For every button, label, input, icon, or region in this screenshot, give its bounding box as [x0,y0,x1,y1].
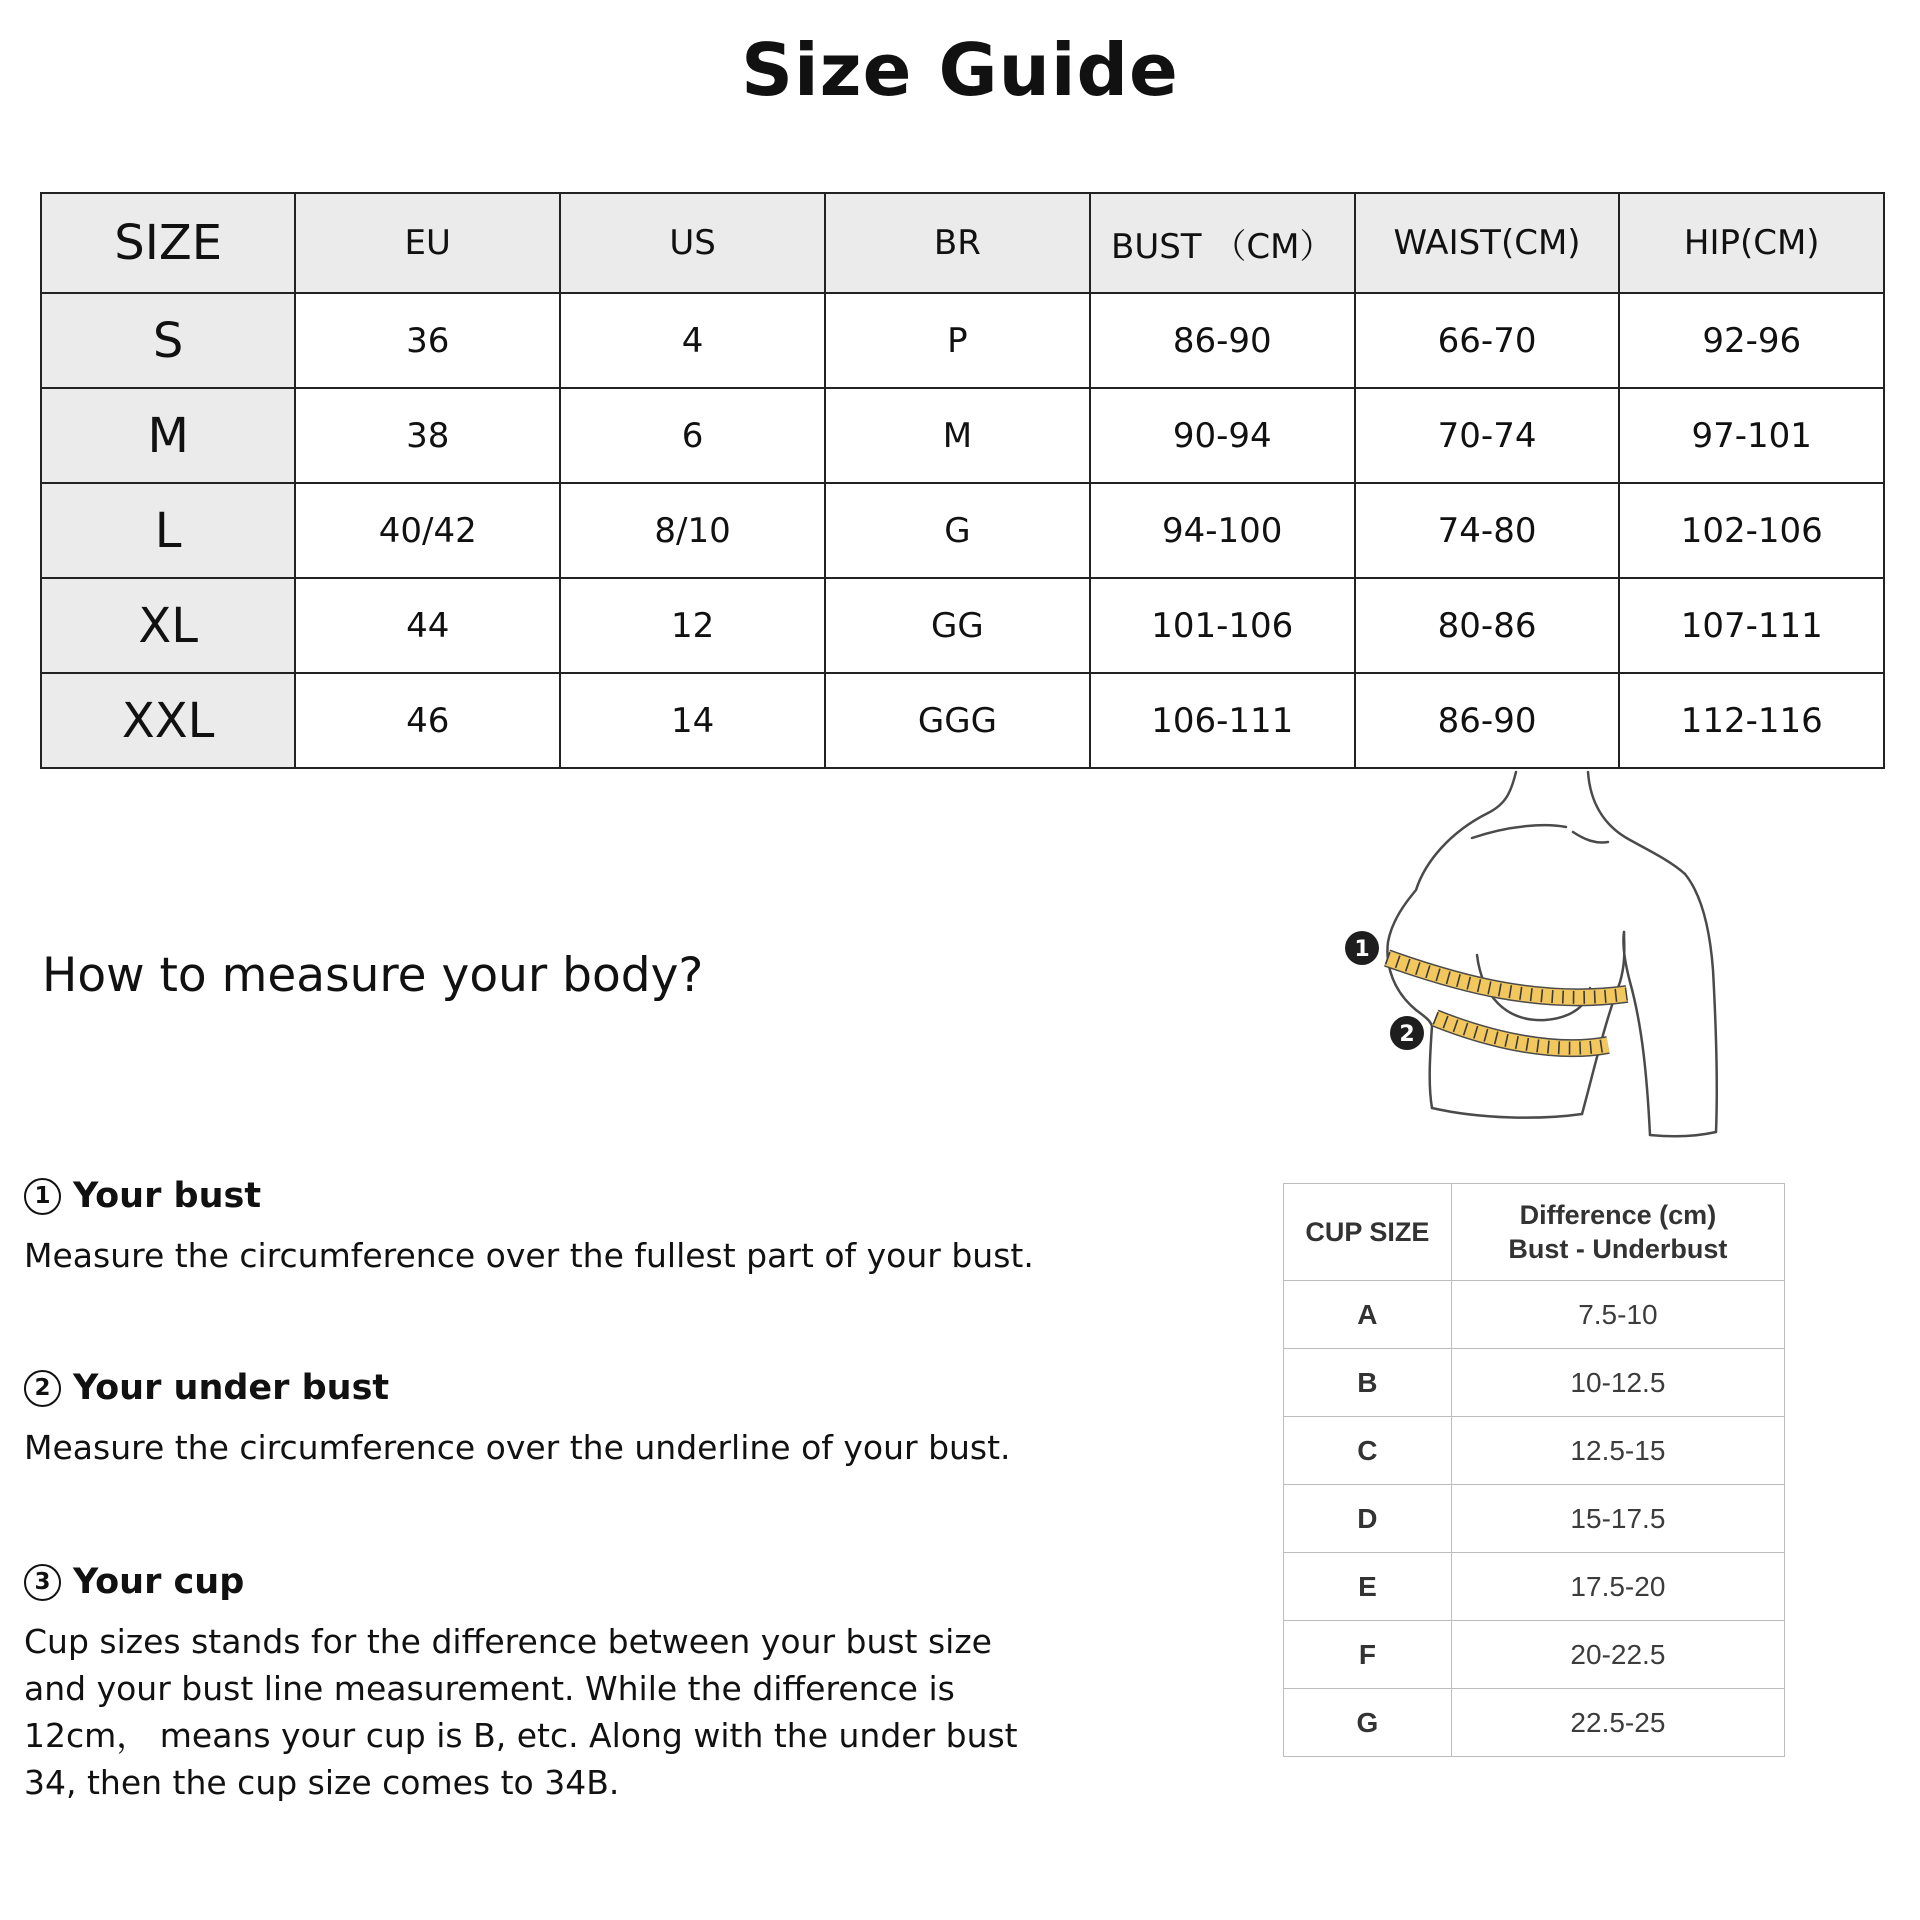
table-row [1284,1349,1785,1417]
table-row [41,673,1884,768]
step-title-text: Your cup [73,1562,245,1602]
table-row [1284,1621,1785,1689]
cup-difference: 20-22.5 [1451,1621,1784,1689]
br-value: G [825,483,1090,578]
hip-value: 102-106 [1619,483,1884,578]
badge-1-icon [1345,931,1379,965]
waist-value: 74-80 [1355,483,1620,578]
cup-letter: G [1284,1689,1452,1757]
size-label: M [41,388,295,483]
bust-value: 101-106 [1090,578,1355,673]
col-header-hip: HIP(CM) [1619,193,1884,293]
eu-value: 38 [295,388,560,483]
cup-letter: D [1284,1485,1452,1553]
step-title-text: Your bust [73,1176,262,1216]
hip-value: 112-116 [1619,673,1884,768]
step-your-bust [24,1176,1084,1279]
bust-value: 90-94 [1090,388,1355,483]
circled-number-2-icon: 2 [24,1370,61,1407]
body-outline [1387,772,1716,1136]
step-title-text: Your under bust [73,1368,390,1408]
page-title: Size Guide [741,28,1179,112]
size-conversion-table [40,192,1885,769]
us-value: 12 [560,578,825,673]
col-header-eu: EU [295,193,560,293]
step-description: Cup sizes stands for the difference between your bust size and your bust line measurement. While the difference is 12cm， means your cup is B, etc. Along with the under bust 34, then the cup size comes to 34B. [24,1622,1018,1802]
size-label: XXL [41,673,295,768]
table-row [1284,1281,1785,1349]
circled-number-3-icon: 3 [24,1564,61,1601]
step-title [24,1562,1084,1602]
svg-text:1: 1 [1354,937,1370,962]
waist-value: 70-74 [1355,388,1620,483]
difference-line1: Difference (cm) [1519,1200,1717,1230]
bust-measurement-illustration [1330,770,1792,1180]
cup-letter: F [1284,1621,1452,1689]
badge-2-icon [1390,1016,1424,1050]
size-label: L [41,483,295,578]
step-description: Measure the circumference over the underline of your bust. [24,1428,1011,1467]
cup-difference: 22.5-25 [1451,1689,1784,1757]
measure-heading: How to measure your body? [42,948,704,1003]
br-value: M [825,388,1090,483]
bust-tape [1387,958,1627,997]
step-description: Measure the circumference over the fullest part of your bust. [24,1236,1034,1275]
col-header-us: US [560,193,825,293]
step-title [24,1176,1084,1216]
table-row [1284,1485,1785,1553]
size-table-header-row [41,193,1884,293]
col-header-cup-size: CUP SIZE [1284,1184,1452,1281]
cup-size-table [1283,1183,1785,1757]
cup-difference: 15-17.5 [1451,1485,1784,1553]
cup-difference: 12.5-15 [1451,1417,1784,1485]
difference-line2: Bust - Underbust [1508,1234,1728,1264]
table-row [41,578,1884,673]
table-row [1284,1553,1785,1621]
us-value: 4 [560,293,825,388]
table-row [1284,1689,1785,1757]
bust-value: 86-90 [1090,293,1355,388]
cup-difference: 7.5-10 [1451,1281,1784,1349]
br-value: GG [825,578,1090,673]
step-title [24,1368,1084,1408]
waist-value: 80-86 [1355,578,1620,673]
us-value: 6 [560,388,825,483]
col-header-br: BR [825,193,1090,293]
br-value: P [825,293,1090,388]
col-header-size: SIZE [41,193,295,293]
size-label: XL [41,578,295,673]
br-value: GGG [825,673,1090,768]
cup-difference: 17.5-20 [1451,1553,1784,1621]
table-row [41,483,1884,578]
col-header-bust: BUST （CM） [1090,193,1355,293]
svg-text:2: 2 [1399,1022,1415,1047]
eu-value: 36 [295,293,560,388]
cup-difference: 10-12.5 [1451,1349,1784,1417]
size-label: S [41,293,295,388]
underbust-tape [1435,1018,1608,1048]
eu-value: 46 [295,673,560,768]
us-value: 14 [560,673,825,768]
circled-number-1-icon: 1 [24,1178,61,1215]
step-your-cup [24,1562,1084,1806]
cup-letter: B [1284,1349,1452,1417]
waist-value: 66-70 [1355,293,1620,388]
bust-value: 94-100 [1090,483,1355,578]
col-header-difference [1451,1184,1784,1281]
cup-letter: E [1284,1553,1452,1621]
table-row [41,388,1884,483]
bust-value: 106-111 [1090,673,1355,768]
cup-table-header-row [1284,1184,1785,1281]
hip-value: 92-96 [1619,293,1884,388]
table-row [1284,1417,1785,1485]
waist-value: 86-90 [1355,673,1620,768]
cup-letter: A [1284,1281,1452,1349]
step-your-under-bust [24,1368,1084,1471]
eu-value: 44 [295,578,560,673]
us-value: 8/10 [560,483,825,578]
eu-value: 40/42 [295,483,560,578]
hip-value: 107-111 [1619,578,1884,673]
cup-letter: C [1284,1417,1452,1485]
hip-value: 97-101 [1619,388,1884,483]
col-header-waist: WAIST(CM) [1355,193,1620,293]
table-row [41,293,1884,388]
